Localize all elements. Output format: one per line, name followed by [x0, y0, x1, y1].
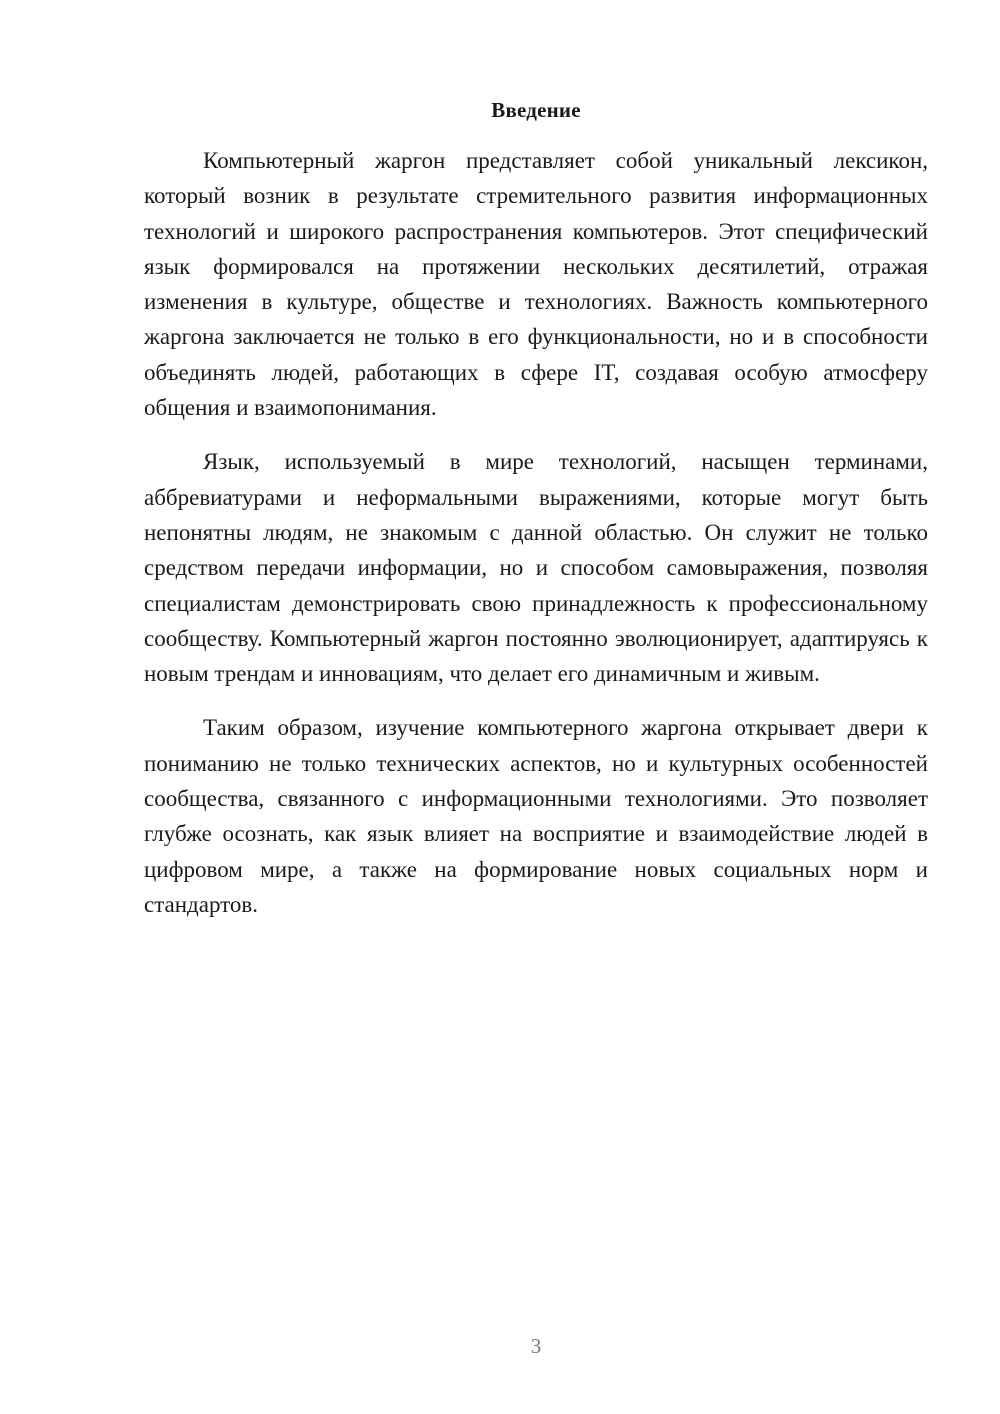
section-heading: Введение — [491, 98, 581, 122]
paragraph-1: Компьютерный жаргон представляет собой уникальный лексикон, который возник в результате стремительного развития информационных технологий и широкого распространения компьютеров. Этот специфический язык формировался на протяжении нескольких десятилетий, отражая изменения в культуре, обществе и технологиях. Важность компьютерного жаргона заключается не только в его функциональности, но и в способности объединять людей, работающих в сфере IT, создавая особую атмосферу общения и взаимопонимания. — [144, 148, 928, 421]
body-text — [144, 143, 928, 922]
paragraph-3: Таким образом, изучение компьютерного жаргона открывает двери к пониманию не только технических аспектов, но и культурных особенностей сообщества, связанного с информационными технологиями. Это позволяет глубже осознать, как язык влияет на восприятие и взаимодействие людей в цифровом мире, а также на формирование новых социальных норм и стандартов. — [144, 715, 928, 917]
page-number: 3 — [530, 1334, 542, 1358]
paragraph-2: Язык, используемый в мире технологий, насыщен терминами, аббревиатурами и неформальными выражениями, которые могут быть непонятны людям, не знакомым с данной областью. Он служит не только средством передачи информации, но и способом самовыражения, позволяя специалистам демонстрировать свою принадлежность к профессиональному сообществу. Компьютерный жаргон постоянно эволюционирует, адаптируясь к новым трендам и инновациям, что делает его динамичным и живым. — [144, 449, 928, 687]
